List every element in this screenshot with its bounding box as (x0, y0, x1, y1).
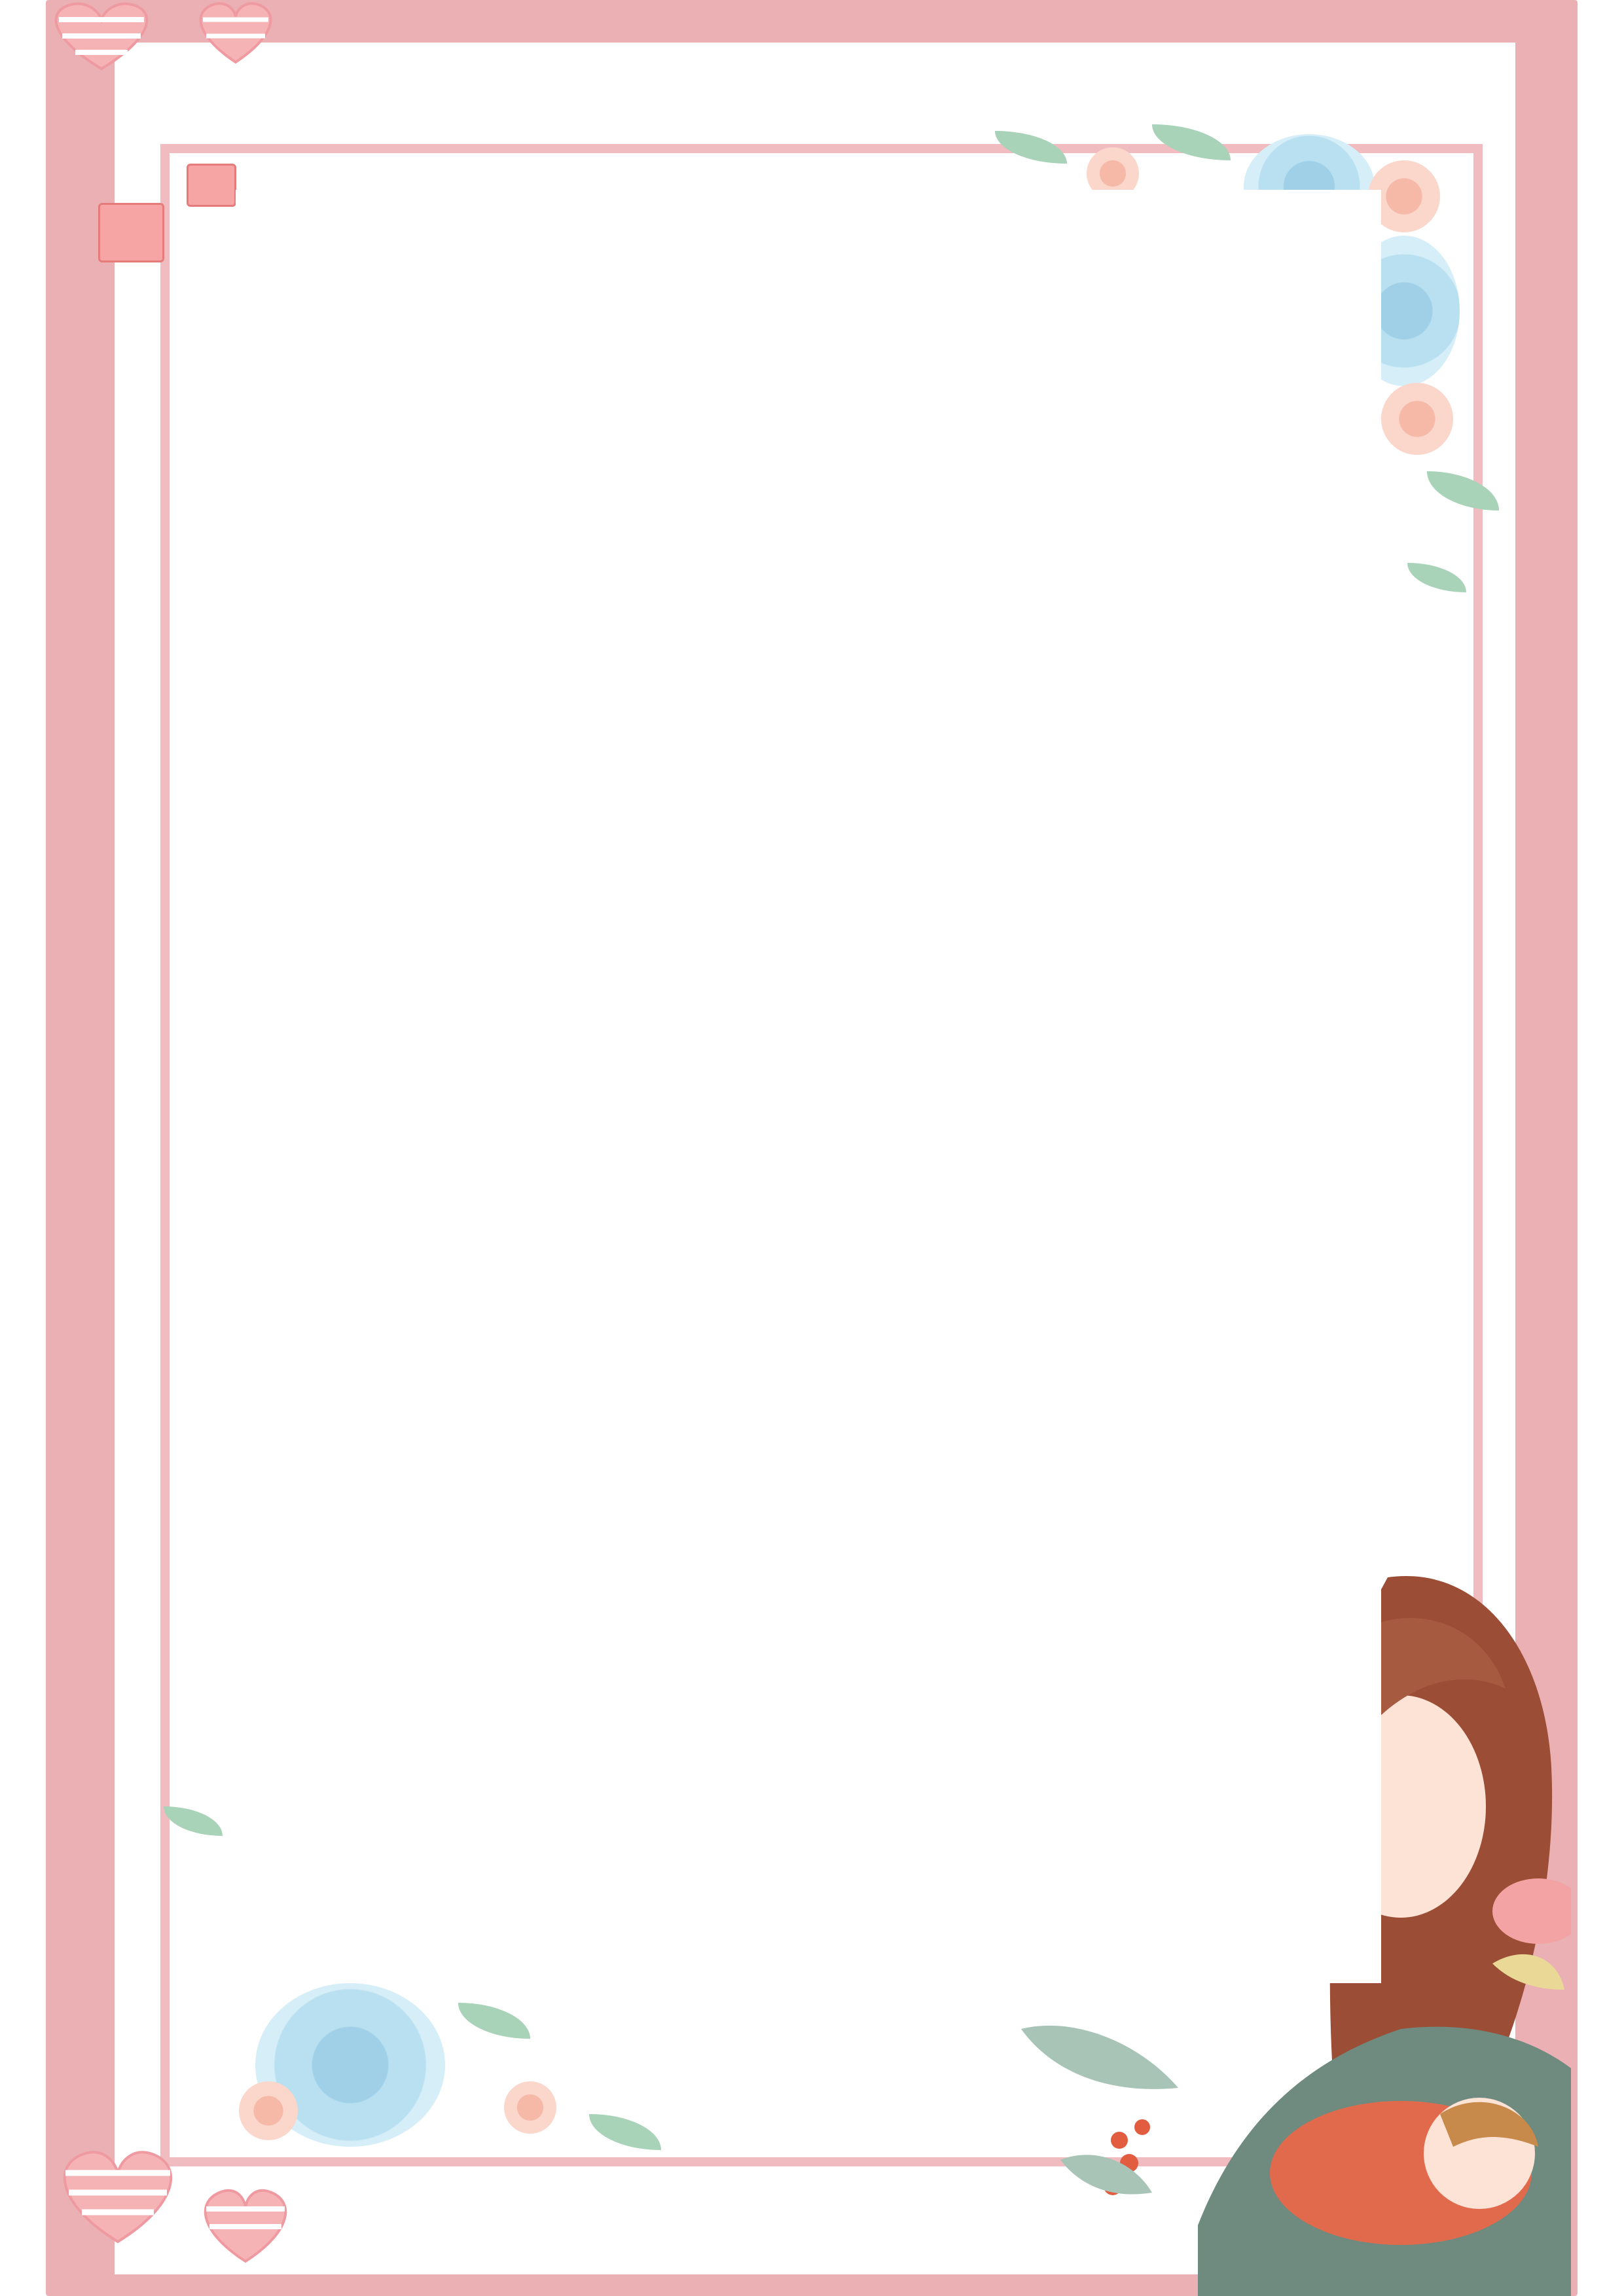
heart-icon (187, 0, 285, 65)
gift-icon (98, 203, 164, 262)
heart-icon (46, 2147, 190, 2245)
heart-icon (39, 0, 164, 72)
heart-icon (190, 2186, 301, 2265)
flower-icon (504, 2081, 556, 2134)
gift-icon (187, 164, 236, 207)
flower-icon (239, 2081, 298, 2140)
flower-icon (1381, 383, 1453, 455)
content-card (236, 190, 1381, 1983)
